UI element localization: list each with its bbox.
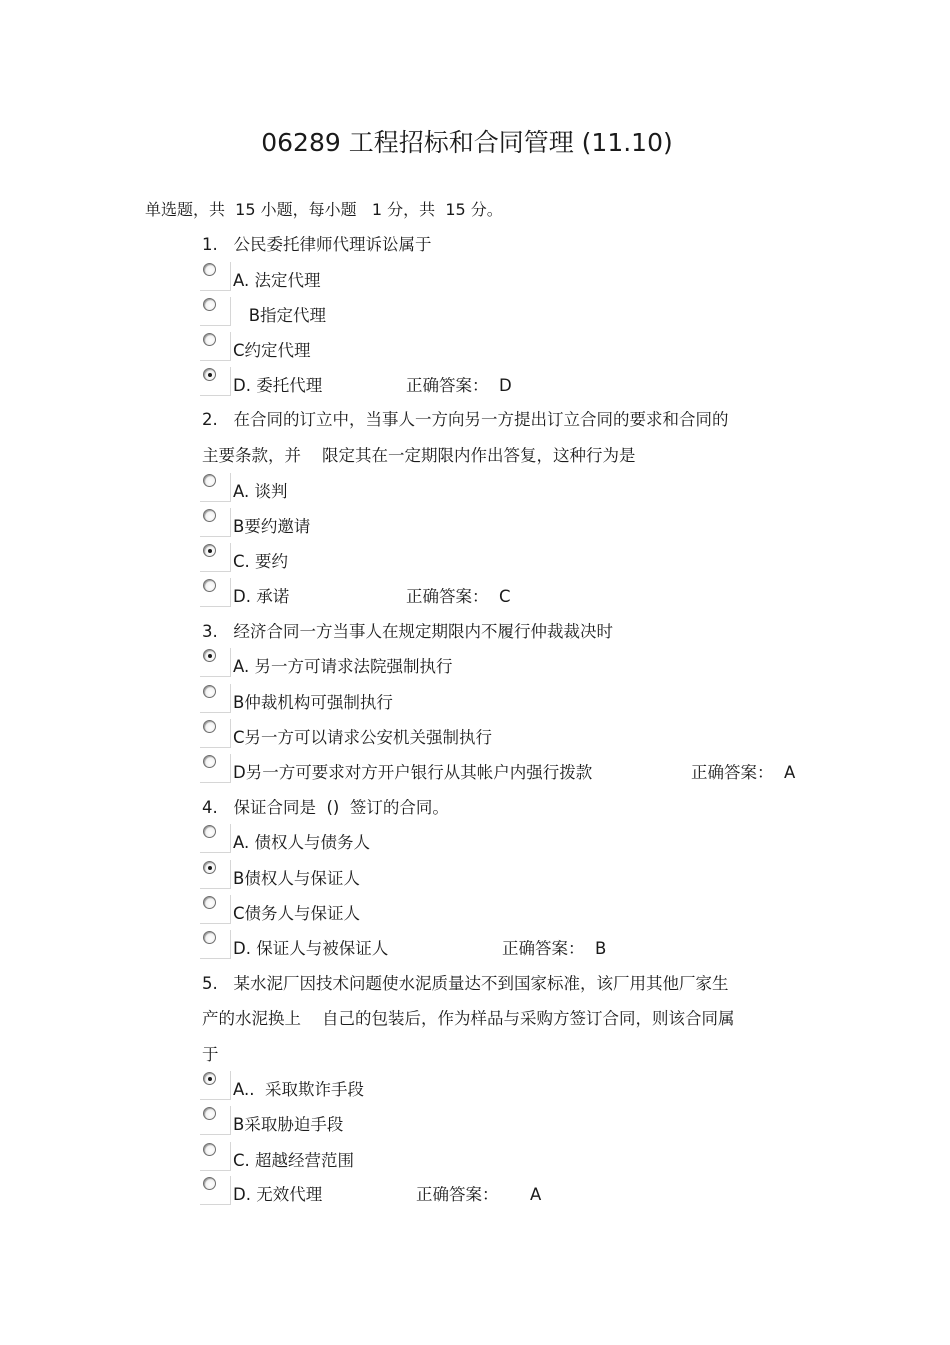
q2-option-a[interactable] <box>200 473 820 503</box>
radio-button-selected[interactable] <box>200 860 232 890</box>
q3-option-b[interactable] <box>200 684 820 714</box>
option-label: C另一方可以请求公安机关强制执行 <box>233 728 493 747</box>
q1-option-c[interactable] <box>200 332 820 362</box>
question-2-text-line-2: 主要条款，并 限定其在一定期限内作出答复，这种行为是 <box>202 446 636 465</box>
q2-option-b[interactable] <box>200 508 820 538</box>
radio-button[interactable] <box>200 1176 232 1206</box>
q5-option-b[interactable] <box>200 1106 820 1136</box>
radio-button[interactable] <box>200 297 232 327</box>
radio-button-selected[interactable] <box>200 648 232 678</box>
q5-option-a[interactable] <box>200 1071 820 1101</box>
option-label: B要约邀请 <box>233 517 311 536</box>
q4-option-b[interactable] <box>200 860 820 890</box>
option-label: C约定代理 <box>233 341 311 360</box>
correct-answer: 正确答案： D <box>406 376 512 395</box>
correct-answer: 正确答案： A <box>416 1185 542 1204</box>
radio-button[interactable] <box>200 930 232 960</box>
question-5-text-line-3: 于 <box>202 1045 219 1064</box>
radio-button[interactable] <box>200 262 232 292</box>
correct-answer: 正确答案： B <box>502 939 607 958</box>
question-1-text: 1. 公民委托律师代理诉讼属于 <box>202 235 432 254</box>
option-label: D. 保证人与被保证人 <box>233 939 389 958</box>
question-4-text: 4. 保证合同是 () 签订的合同。 <box>202 798 449 817</box>
option-label: A. 法定代理 <box>233 271 321 290</box>
q5-option-c[interactable] <box>200 1142 820 1172</box>
q2-option-d[interactable] <box>200 578 820 608</box>
q5-option-d[interactable] <box>200 1176 820 1206</box>
option-label: C债务人与保证人 <box>233 904 361 923</box>
question-2-text-line-1: 2. 在合同的订立中，当事人一方向另一方提出订立合同的要求和合同的 <box>202 410 729 429</box>
question-5-text-line-1: 5. 某水泥厂因技术问题使水泥质量达不到国家标准，该厂用其他厂家生 <box>202 974 729 993</box>
radio-button[interactable] <box>200 332 232 362</box>
q4-option-d[interactable] <box>200 930 820 960</box>
option-label: A. 谈判 <box>233 482 288 501</box>
option-label: A. 债权人与债务人 <box>233 833 370 852</box>
option-label: B采取胁迫手段 <box>233 1115 344 1134</box>
q1-option-b[interactable] <box>200 297 820 327</box>
section-intro: 单选题，共 15 小题，每小题 1 分，共 15 分。 <box>145 200 503 219</box>
radio-button[interactable] <box>200 1106 232 1136</box>
option-label: A.. 采取欺诈手段 <box>233 1080 364 1099</box>
page-title: 06289 工程招标和合同管理 (11.10) <box>261 128 673 157</box>
q3-option-d[interactable] <box>200 754 820 784</box>
radio-button[interactable] <box>200 719 232 749</box>
option-label: D. 委托代理 <box>233 376 323 395</box>
radio-button[interactable] <box>200 508 232 538</box>
option-label: A. 另一方可请求法院强制执行 <box>233 657 453 676</box>
q1-option-a[interactable] <box>200 262 820 292</box>
q4-option-a[interactable] <box>200 824 820 854</box>
q2-option-c[interactable] <box>200 543 820 573</box>
radio-button-selected[interactable] <box>200 367 232 397</box>
option-label: D另一方可要求对方开户银行从其帐户内强行拨款 <box>233 763 593 782</box>
radio-button-selected[interactable] <box>200 543 232 573</box>
radio-button[interactable] <box>200 1142 232 1172</box>
radio-button[interactable] <box>200 578 232 608</box>
radio-button[interactable] <box>200 754 232 784</box>
q1-option-d[interactable] <box>200 367 820 397</box>
correct-answer: 正确答案： A <box>691 763 796 782</box>
option-label: C. 超越经营范围 <box>233 1151 355 1170</box>
q3-option-a[interactable] <box>200 648 820 678</box>
q3-option-c[interactable] <box>200 719 820 749</box>
question-3-text: 3. 经济合同一方当事人在规定期限内不履行仲裁裁决时 <box>202 622 613 641</box>
option-label: D. 无效代理 <box>233 1185 323 1204</box>
question-5-text-line-2: 产的水泥换上 自己的包装后，作为样品与采购方签订合同，则该合同属 <box>202 1009 735 1028</box>
correct-answer: 正确答案： C <box>406 587 511 606</box>
option-label: B仲裁机构可强制执行 <box>233 693 393 712</box>
option-label: D. 承诺 <box>233 587 290 606</box>
option-label: B指定代理 <box>233 306 327 325</box>
radio-button[interactable] <box>200 473 232 503</box>
radio-button[interactable] <box>200 684 232 714</box>
option-label: B债权人与保证人 <box>233 869 360 888</box>
radio-button[interactable] <box>200 824 232 854</box>
radio-button[interactable] <box>200 895 232 925</box>
option-label: C. 要约 <box>233 552 289 571</box>
q4-option-c[interactable] <box>200 895 820 925</box>
radio-button-selected[interactable] <box>200 1071 232 1101</box>
